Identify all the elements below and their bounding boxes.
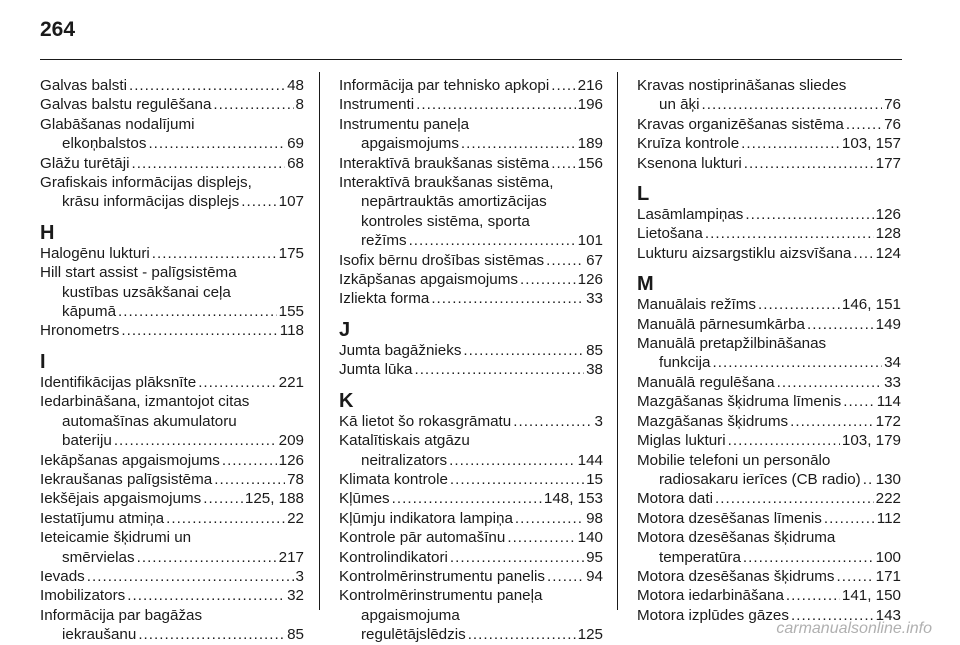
page-reference: 85 — [586, 341, 603, 359]
index-entry — [637, 76, 901, 115]
page-reference: 141, 150 — [841, 587, 901, 605]
page-reference: 177 — [875, 154, 901, 172]
dot-leader — [551, 76, 575, 95]
index-entry — [339, 115, 603, 154]
index-entry — [339, 289, 603, 308]
index-entry-text: Katalītiskais atgāzu — [339, 432, 470, 450]
index-entry — [339, 360, 603, 379]
page-reference: 140 — [577, 529, 603, 547]
page-reference: 38 — [586, 361, 603, 379]
index-entry — [339, 270, 603, 289]
index-entry — [339, 154, 603, 173]
index-entry-text: Klimata kontrole — [339, 470, 448, 488]
index-entry-text: Mazgāšanas šķidruma līmenis — [637, 393, 842, 411]
index-entry — [40, 76, 304, 95]
index-entry — [40, 509, 304, 528]
page-reference: 125, 188 — [244, 490, 304, 508]
page-reference: 209 — [278, 432, 304, 450]
index-entry — [40, 263, 304, 321]
index-entry-text: neitralizators — [361, 451, 448, 469]
index-entry-text: Kontrolmērinstrumentu paneļa — [339, 587, 543, 605]
page-reference: 143 — [875, 606, 901, 624]
index-entry-text: Mazgāšanas šķidrums — [637, 412, 789, 430]
index-entry — [339, 528, 603, 547]
dot-leader — [513, 412, 592, 431]
dot-leader — [114, 431, 277, 450]
page-reference: 76 — [884, 115, 901, 133]
index-entry-text: Motora dati — [637, 490, 713, 508]
index-entry — [339, 489, 603, 508]
dot-leader — [843, 392, 875, 411]
index-section-letter: H — [40, 221, 55, 244]
dot-leader — [203, 489, 243, 508]
dot-leader — [461, 134, 576, 153]
page-reference: 3 — [295, 567, 304, 585]
page-reference: 22 — [287, 509, 304, 527]
index-entry-text: Miglas lukturi — [637, 432, 726, 450]
page-reference: 114 — [876, 393, 901, 411]
index-entry-text: Motora dzesēšanas šķidrums — [637, 567, 835, 585]
index-entry-text: Hill start assist - palīgsistēma — [40, 264, 237, 282]
dot-leader — [745, 205, 873, 224]
index-column-1 — [40, 76, 304, 645]
page-reference: 125 — [577, 626, 603, 644]
page-reference: 103, 179 — [841, 432, 901, 450]
dot-leader — [131, 154, 285, 173]
dot-leader — [705, 224, 874, 243]
page-reference: 32 — [287, 587, 304, 605]
index-entry — [637, 134, 901, 153]
index-entry-text: krāsu informācijas displejs — [62, 193, 240, 211]
page-reference: 100 — [875, 548, 901, 566]
index-entry — [40, 154, 304, 173]
page-reference: 148, 153 — [543, 490, 603, 508]
index-entry-text: apgaismojums — [361, 135, 459, 153]
page-reference: 146, 151 — [841, 296, 901, 314]
page-reference: 67 — [586, 251, 603, 269]
index-entry — [637, 115, 901, 134]
index-entry-text: Manuālā regulēšana — [637, 373, 775, 391]
index-entry-text: Iekšējais apgaismojums — [40, 490, 202, 508]
page-reference: 156 — [577, 154, 603, 172]
dot-leader — [463, 341, 584, 360]
dot-leader — [551, 154, 575, 173]
index-entry-text: Kravas nostiprināšanas sliedes — [637, 77, 847, 94]
page-reference: 126 — [577, 271, 603, 289]
dot-leader — [546, 251, 584, 270]
index-entry-text: smērvielas — [62, 548, 135, 566]
column-divider — [617, 72, 618, 610]
page-reference: 33 — [586, 290, 603, 308]
index-entry-text: Kontrolindikatori — [339, 548, 448, 566]
dot-leader — [127, 586, 285, 605]
index-entry-text: Ievads — [40, 567, 85, 585]
index-entry — [339, 548, 603, 567]
index-column-2 — [339, 76, 603, 645]
index-entry-text: iekraušanu — [62, 626, 137, 644]
index-entry-text: Hronometrs — [40, 322, 120, 340]
page-reference: 171 — [875, 567, 901, 585]
index-entry — [339, 251, 603, 270]
page-reference: 221 — [278, 373, 304, 391]
index-entry-text: Glāžu turētāji — [40, 154, 130, 172]
index-entry — [339, 509, 603, 528]
header-rule — [40, 59, 902, 60]
index-entry — [40, 470, 304, 489]
watermark: carmanualsonline.info — [776, 620, 932, 637]
index-entry-text: Interaktīvā braukšanas sistēma — [339, 154, 550, 172]
index-entry — [637, 586, 901, 605]
index-entry-text: režīms — [361, 232, 407, 250]
dot-leader — [863, 470, 874, 489]
page-reference: 8 — [295, 96, 304, 114]
index-entry-text: regulētājslēdzis — [361, 626, 466, 644]
index-entry — [637, 567, 901, 586]
index-entry-text: Kļūmes — [339, 490, 390, 508]
dot-leader — [547, 567, 584, 586]
index-entry — [637, 154, 901, 173]
index-entry-text: Identifikācijas plāksnīte — [40, 373, 197, 391]
dot-leader — [121, 321, 277, 340]
index-entry-text: Iekraušanas palīgsistēma — [40, 470, 213, 488]
index-entry-text: Kruīza kontrole — [637, 135, 740, 153]
page-reference: 95 — [586, 548, 603, 566]
page-reference: 78 — [287, 470, 304, 488]
index-entry-text: Glabāšanas nodalījumi — [40, 115, 195, 133]
page-reference: 130 — [875, 470, 901, 488]
dot-leader — [166, 509, 285, 528]
index-entry-text: Instrumentu paneļa — [339, 115, 470, 133]
page-reference: 124 — [875, 244, 901, 262]
page-reference: 155 — [278, 303, 304, 321]
index-entry-text: Kontrolmērinstrumentu panelis — [339, 567, 545, 585]
index-entry-text: Motora dzesēšanas līmenis — [637, 509, 822, 527]
index-section-letter: L — [637, 183, 650, 206]
dot-leader — [715, 489, 874, 508]
index-entry — [637, 431, 901, 450]
index-section-letter: K — [339, 389, 354, 412]
dot-leader — [450, 548, 584, 567]
page-reference: 101 — [577, 232, 603, 250]
index-entry — [637, 451, 901, 490]
index-entry-text: Informācija par tehnisko apkopi — [339, 77, 550, 94]
page-reference: 222 — [875, 490, 901, 508]
page-reference: 149 — [875, 315, 901, 333]
index-entry-text: kāpumā — [62, 303, 117, 321]
index-entry — [40, 321, 304, 340]
dot-leader — [416, 95, 576, 114]
dot-leader — [853, 244, 873, 263]
index-entry-text: Jumta lūka — [339, 361, 413, 379]
page-reference: 103, 157 — [841, 135, 901, 153]
page-reference: 48 — [287, 77, 304, 94]
index-entry — [637, 412, 901, 431]
index-entry — [40, 373, 304, 392]
page-reference: 216 — [577, 77, 603, 94]
index-entry-text: Motora dzesēšanas šķidruma — [637, 529, 836, 547]
page-reference: 144 — [577, 451, 603, 469]
index-entry-text: Informācija par bagāžas — [40, 606, 203, 624]
dot-leader — [213, 95, 293, 114]
index-entry-text: Ksenona lukturi — [637, 154, 742, 172]
index-entry — [40, 528, 304, 567]
index-entry — [40, 451, 304, 470]
dot-leader — [790, 412, 874, 431]
index-entry-text: Kļūmju indikatora lampiņa — [339, 509, 513, 527]
index-entry-text: Lietošana — [637, 225, 703, 243]
index-entry-text: funkcija — [659, 354, 711, 372]
index-entry — [40, 173, 304, 212]
index-entry-text: kontroles sistēma, sporta — [361, 212, 530, 230]
index-entry-text: Lukturu aizsargstiklu aizsvīšana — [637, 244, 852, 262]
index-entry — [637, 528, 901, 567]
page-number: 264 — [40, 18, 76, 41]
index-entry — [637, 244, 901, 263]
page-reference: 128 — [875, 225, 901, 243]
index-entry — [40, 567, 304, 586]
index-entry-text: temperatūra — [659, 548, 741, 566]
index-entry-text: kustības uzsākšanai ceļa — [62, 283, 231, 301]
dot-leader — [507, 528, 575, 547]
index-entry-text: Iestatījumu atmiņa — [40, 509, 165, 527]
page-reference: 172 — [875, 412, 901, 430]
index-entry-text: Kravas organizēšanas sistēma — [637, 115, 844, 133]
dot-leader — [743, 548, 874, 567]
page-reference: 196 — [577, 96, 603, 114]
index-entry-text: Galvas balsti — [40, 77, 127, 94]
dot-leader — [777, 373, 882, 392]
index-entry-text: Kontrole pār automašīnu — [339, 529, 506, 547]
dot-leader — [846, 115, 882, 134]
dot-leader — [137, 548, 277, 567]
index-entry — [339, 173, 603, 251]
page-reference: 69 — [287, 135, 304, 153]
index-column-3 — [637, 76, 901, 625]
dot-leader — [713, 353, 883, 372]
dot-leader — [392, 489, 542, 508]
index-entry-text: Izkāpšanas apgaismojums — [339, 271, 518, 289]
index-entry-text: Mobilie telefoni un personālo — [637, 451, 831, 469]
index-entry-text: Manuālais režīms — [637, 296, 757, 314]
index-entry-text: Kā lietot šo rokasgrāmatu — [339, 412, 512, 430]
index-entry-text: Ieteicamie šķidrumi un — [40, 529, 192, 547]
dot-leader — [741, 134, 840, 153]
index-entry — [637, 373, 901, 392]
index-entry — [40, 115, 304, 154]
page-reference: 126 — [875, 206, 901, 224]
page-reference: 85 — [287, 626, 304, 644]
index-entry-text: automašīnas akumulatoru — [62, 412, 237, 430]
dot-leader — [129, 76, 285, 95]
dot-leader — [241, 192, 276, 211]
dot-leader — [148, 134, 285, 153]
page-reference: 34 — [884, 354, 901, 372]
index-entry — [40, 95, 304, 114]
index-entry — [637, 224, 901, 243]
page-reference: 68 — [287, 154, 304, 172]
index-entry-text: Jumta bagāžnieks — [339, 341, 462, 359]
dot-leader — [824, 509, 875, 528]
index-entry — [339, 95, 603, 114]
index-section-letter: I — [40, 350, 46, 373]
column-divider — [319, 72, 320, 610]
dot-leader — [728, 431, 840, 450]
page-reference: 112 — [876, 509, 901, 527]
dot-leader — [409, 231, 576, 250]
index-entry-text: Galvas balstu regulēšana — [40, 96, 212, 114]
index-section-letter: J — [339, 318, 351, 341]
index-entry-text: apgaismojuma — [361, 606, 460, 624]
dot-leader — [807, 315, 874, 334]
index-entry — [40, 392, 304, 450]
index-entry-text: nepārtrauktās amortizācijas — [361, 193, 547, 211]
dot-leader — [87, 567, 294, 586]
index-entry-text: Iedarbināšana, izmantojot citas — [40, 393, 250, 411]
index-entry — [339, 431, 603, 470]
index-entry — [339, 567, 603, 586]
dot-leader — [515, 509, 584, 528]
index-entry — [40, 489, 304, 508]
dot-leader — [118, 302, 277, 321]
dot-leader — [449, 451, 576, 470]
index-entry — [637, 489, 901, 508]
index-entry — [339, 341, 603, 360]
index-entry — [637, 205, 901, 224]
page-reference: 217 — [278, 548, 304, 566]
page-reference: 15 — [586, 470, 603, 488]
page-reference: 33 — [884, 373, 901, 391]
dot-leader — [198, 373, 276, 392]
page-reference: 126 — [278, 451, 304, 469]
page-reference: 3 — [594, 412, 603, 430]
dot-leader — [520, 270, 576, 289]
dot-leader — [222, 451, 277, 470]
page-reference: 98 — [586, 509, 603, 527]
index-entry — [339, 412, 603, 431]
index-entry-text: elkoņbalstos — [62, 135, 147, 153]
dot-leader — [214, 470, 285, 489]
index-entry-text: radiosakaru ierīces (CB radio) — [659, 470, 861, 488]
index-entry — [40, 244, 304, 263]
dot-leader — [744, 154, 874, 173]
page-reference: 107 — [278, 193, 304, 211]
index-entry-text: Interaktīvā braukšanas sistēma, — [339, 174, 554, 192]
dot-leader — [786, 586, 840, 605]
index-entry — [339, 76, 603, 95]
index-entry — [339, 470, 603, 489]
index-section-letter: M — [637, 273, 654, 296]
page-reference: 118 — [279, 322, 304, 340]
dot-leader — [431, 289, 584, 308]
index-entry-text: Izliekta forma — [339, 290, 430, 308]
index-entry — [637, 315, 901, 334]
index-entry-text: Motora izplūdes gāzes — [637, 606, 789, 624]
index-entry — [637, 509, 901, 528]
index-entry-text: Manuālā pārnesumkārba — [637, 315, 806, 333]
dot-leader — [152, 244, 277, 263]
index-entry — [339, 586, 603, 644]
index-entry-text: Iekāpšanas apgaismojums — [40, 451, 220, 469]
index-entry-text: Grafiskais informācijas displejs, — [40, 174, 252, 192]
index-entry-text: Instrumenti — [339, 96, 415, 114]
index-entry — [637, 295, 901, 314]
index-entry-text: Lasāmlampiņas — [637, 206, 744, 224]
dot-leader — [450, 470, 584, 489]
index-entry-text: Imobilizators — [40, 587, 126, 605]
dot-leader — [702, 95, 883, 114]
dot-leader — [414, 360, 584, 379]
page-reference: 94 — [586, 567, 603, 585]
index-entry-text: un āķi — [659, 96, 700, 114]
index-entry-text: Isofix bērnu drošības sistēmas — [339, 251, 545, 269]
index-entry-text: bateriju — [62, 432, 112, 450]
index-entry — [637, 392, 901, 411]
dot-leader — [758, 295, 840, 314]
page-reference: 76 — [884, 96, 901, 114]
index-entry-text: Motora iedarbināšana — [637, 587, 784, 605]
index-entry — [40, 586, 304, 605]
dot-leader — [837, 567, 874, 586]
index-entry-text: Halogēnu lukturi — [40, 244, 150, 262]
page-reference: 175 — [278, 244, 304, 262]
index-entry — [637, 334, 901, 373]
page-reference: 189 — [577, 135, 603, 153]
index-entry-text: Manuālā pretapžilbināšanas — [637, 335, 827, 353]
index-entry — [40, 606, 304, 645]
